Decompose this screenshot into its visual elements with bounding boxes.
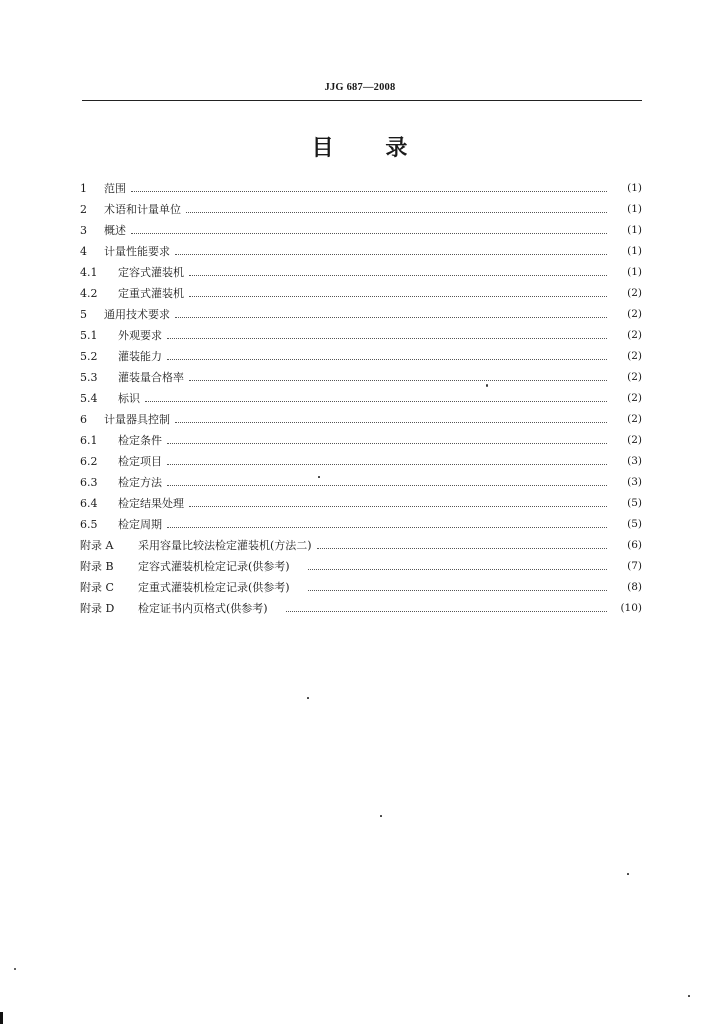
toc-entry-6-3 — [80, 472, 642, 493]
toc-entry-6 — [80, 409, 642, 430]
toc-entry-5-3 — [80, 367, 642, 388]
toc-entry-appendix-d — [80, 598, 642, 619]
toc-entry-page: (7) — [627, 560, 642, 572]
toc-entry-title: 灌装能力 — [118, 350, 162, 363]
toc-entry-title: 定重式灌装机检定记录(供参考) — [138, 581, 290, 594]
toc-entry-page: (2) — [627, 308, 642, 320]
toc-entry-page: (1) — [627, 245, 642, 257]
toc-entry-4 — [80, 241, 642, 262]
toc-leader-dots — [317, 548, 607, 549]
toc-entry-appendix-a — [80, 535, 642, 556]
toc-entry-title: 检定条件 — [118, 434, 162, 447]
toc-entry-page: (2) — [627, 329, 642, 341]
toc-entry-number: 3 — [80, 224, 87, 237]
toc-entry-title: 术语和计量单位 — [104, 203, 181, 216]
toc-entry-page: (5) — [627, 497, 642, 509]
toc-entry-page: (10) — [620, 602, 642, 614]
toc-entry-number: 6.5 — [80, 518, 98, 531]
scan-speck — [14, 968, 16, 970]
toc-entry-number: 4.1 — [80, 266, 98, 279]
toc-leader-dots — [308, 569, 607, 570]
toc-entry-title: 计量性能要求 — [104, 245, 170, 258]
toc-entry-title: 灌装量合格率 — [118, 371, 184, 384]
toc-entry-6-2 — [80, 451, 642, 472]
toc-entry-3 — [80, 220, 642, 241]
toc-entry-4-2 — [80, 283, 642, 304]
toc-entry-5-1 — [80, 325, 642, 346]
toc-entry-number: 5.4 — [80, 392, 98, 405]
toc-entry-page: (1) — [627, 266, 642, 278]
toc-entry-number: 5.3 — [80, 371, 98, 384]
toc-entry-number: 附录 B — [80, 560, 114, 573]
toc-entry-page: (1) — [627, 203, 642, 215]
toc-entry-title: 定重式灌装机 — [118, 287, 184, 300]
toc-leader-dots — [175, 317, 607, 318]
toc-entry-title: 标识 — [118, 392, 140, 405]
toc-entry-6-4 — [80, 493, 642, 514]
scan-speck — [318, 476, 320, 478]
toc-entry-title: 检定周期 — [118, 518, 162, 531]
toc-entry-number: 附录 A — [80, 539, 114, 552]
toc-entry-number: 4 — [80, 245, 87, 258]
toc-entry-number: 1 — [80, 182, 87, 195]
toc-entry-5-4 — [80, 388, 642, 409]
toc-entry-5 — [80, 304, 642, 325]
toc-entry-number: 5 — [80, 308, 87, 321]
toc-entry-title: 检定项目 — [118, 455, 162, 468]
toc-entry-title: 采用容量比较法检定灌装机(方法二) — [138, 539, 312, 552]
toc-entry-title: 通用技术要求 — [104, 308, 170, 321]
toc-leader-dots — [167, 359, 607, 360]
toc-entry-page: (1) — [627, 224, 642, 236]
toc-entry-title: 定容式灌装机 — [118, 266, 184, 279]
toc-entry-6-1 — [80, 430, 642, 451]
toc-entry-number: 附录 C — [80, 581, 114, 594]
toc-leader-dots — [145, 401, 607, 402]
toc-leader-dots — [167, 485, 607, 486]
toc-entry-page: (2) — [627, 371, 642, 383]
toc-entry-page: (2) — [627, 350, 642, 362]
scan-speck — [688, 995, 690, 997]
toc-leader-dots — [167, 464, 607, 465]
page-title: 目 录 — [311, 136, 409, 161]
toc-entry-number: 6.4 — [80, 497, 98, 510]
toc-entry-1 — [80, 178, 642, 199]
toc-leader-dots — [175, 254, 607, 255]
toc-entry-page: (5) — [627, 518, 642, 530]
scan-edge-mark — [0, 1012, 3, 1024]
toc-leader-dots — [167, 338, 607, 339]
toc-leader-dots — [189, 380, 607, 381]
header-rule — [82, 100, 642, 101]
toc-entry-page: (2) — [627, 413, 642, 425]
toc-entry-title: 检定方法 — [118, 476, 162, 489]
toc-entry-appendix-b — [80, 556, 642, 577]
toc-entry-number: 6.1 — [80, 434, 98, 447]
toc-leader-dots — [189, 506, 607, 507]
toc-entry-number: 6 — [80, 413, 87, 426]
scan-speck — [627, 873, 629, 875]
scan-speck — [486, 384, 488, 387]
toc-entry-6-5 — [80, 514, 642, 535]
toc-entry-title: 检定结果处理 — [118, 497, 184, 510]
toc-entry-page: (8) — [627, 581, 642, 593]
toc-entry-number: 2 — [80, 203, 87, 216]
scan-speck — [380, 815, 382, 817]
toc-entry-title: 计量器具控制 — [104, 413, 170, 426]
toc-entry-title: 定容式灌装机检定记录(供参考) — [138, 560, 290, 573]
scan-speck — [307, 697, 309, 699]
toc-entry-page: (2) — [627, 434, 642, 446]
toc-entry-title: 概述 — [104, 224, 126, 237]
toc-entry-appendix-c — [80, 577, 642, 598]
toc-leader-dots — [175, 422, 607, 423]
toc-entry-title: 检定证书内页格式(供参考) — [138, 602, 268, 615]
toc-leader-dots — [308, 590, 607, 591]
toc-entry-title: 外观要求 — [118, 329, 162, 342]
toc-entry-number: 6.3 — [80, 476, 98, 489]
toc-leader-dots — [189, 275, 607, 276]
toc-leader-dots — [131, 233, 607, 234]
toc-entry-number: 5.1 — [80, 329, 98, 342]
toc-entry-page: (1) — [627, 182, 642, 194]
toc-entry-number: 5.2 — [80, 350, 98, 363]
toc-leader-dots — [286, 611, 607, 612]
toc-entry-page: (6) — [627, 539, 642, 551]
toc-entry-page: (2) — [627, 392, 642, 404]
toc-entry-2 — [80, 199, 642, 220]
toc-leader-dots — [186, 212, 607, 213]
toc-entry-4-1 — [80, 262, 642, 283]
toc-leader-dots — [189, 296, 607, 297]
toc-leader-dots — [167, 443, 607, 444]
toc-entry-page: (3) — [627, 476, 642, 488]
toc-entry-number: 附录 D — [80, 602, 115, 615]
document-code-header: JJG 687—2008 — [324, 82, 396, 93]
toc-entry-5-2 — [80, 346, 642, 367]
toc-entry-number: 6.2 — [80, 455, 98, 468]
toc-leader-dots — [167, 527, 607, 528]
toc-entry-page: (2) — [627, 287, 642, 299]
table-of-contents — [80, 178, 642, 619]
toc-leader-dots — [131, 191, 607, 192]
toc-entry-title: 范围 — [104, 182, 126, 195]
toc-entry-number: 4.2 — [80, 287, 98, 300]
toc-entry-page: (3) — [627, 455, 642, 467]
